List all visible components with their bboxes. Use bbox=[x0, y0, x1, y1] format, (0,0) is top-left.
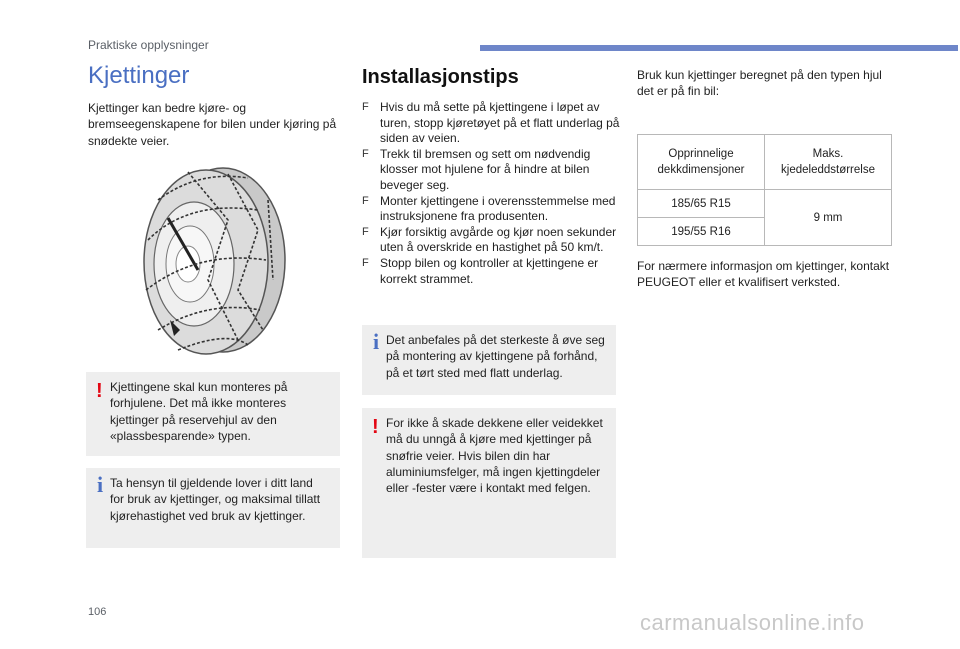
watermark: carmanualsonline.info bbox=[640, 610, 865, 635]
info-icon: i bbox=[97, 472, 104, 497]
warning-note bbox=[362, 408, 616, 558]
intro-text: Kjettinger kan bedre kjøre- og bremseegenskapene for bilen under kjøring på snødekte veier. bbox=[88, 101, 337, 148]
header-accent-bar bbox=[480, 45, 958, 51]
right-outro-text: For nærmere informasjon om kjettinger, kontakt PEUGEOT eller et kvalifisert verksted. bbox=[637, 259, 890, 290]
chain-size-table bbox=[637, 134, 892, 246]
list-item: F Hvis du må sette på kjettingene i løpet av turen, stopp kjøretøyet på et flatt underlag på siden av veien. bbox=[362, 100, 620, 146]
bullet-icon: F bbox=[362, 147, 369, 160]
table-cell: 185/65 R15 bbox=[638, 190, 765, 218]
right-intro-text: Bruk kun kjettinger beregnet på den typen hjul det er på fin bil: bbox=[637, 68, 882, 99]
bullet-icon: F bbox=[362, 101, 369, 113]
table-header: Opprinnelige dekkdimensjoner bbox=[638, 135, 765, 190]
list-item: F Kjør forsiktig avgårde og kjør noen sekunder uten å overskride en hastighet på 50 km/t. bbox=[362, 224, 617, 255]
list-item: F Stopp bilen og kontroller at kjettingene er korrekt strammet. bbox=[362, 255, 599, 286]
warning-note bbox=[86, 372, 340, 456]
table-header: Maks. kjedeleddstørrelse bbox=[765, 135, 892, 190]
info-note-text: Ta hensyn til gjeldende lover i ditt land for bruk av kjettinger, og maksimal tillatt kjørehastighet ved bruk av kjettinger. bbox=[110, 476, 321, 523]
snow-chain-illustration bbox=[128, 160, 288, 358]
table-cell: 195/55 R16 bbox=[638, 218, 765, 246]
warning-icon: ! bbox=[372, 416, 379, 438]
table-cell-max-size: 9 mm bbox=[765, 190, 892, 246]
tips-list bbox=[362, 100, 620, 287]
info-note bbox=[86, 468, 340, 548]
list-item: F Trekk til bremsen og sett om nødvendig klosser mot hjulene for å hindre at bilen beveger seg. bbox=[362, 146, 591, 192]
page-number: 106 bbox=[88, 606, 107, 618]
info-note bbox=[362, 325, 616, 395]
warning-icon: ! bbox=[96, 380, 103, 402]
section-label: Praktiske opplysninger bbox=[88, 38, 209, 52]
bullet-icon: F bbox=[362, 256, 369, 269]
info-icon: i bbox=[373, 329, 380, 354]
warning-note-text: Kjettingene skal kun monteres på forhjulene. Det må ikke monteres kjettinger på reservehjul av den «plassbesparende» typen. bbox=[110, 380, 288, 443]
page-title: Kjettinger bbox=[88, 62, 190, 89]
list-item: F Monter kjettingene i overensstemmelse med instruksjonene fra produsenten. bbox=[362, 193, 616, 224]
bullet-icon: F bbox=[362, 194, 369, 207]
bullet-icon: F bbox=[362, 225, 369, 238]
warning-note-text: For ikke å skade dekkene eller veidekket må du unngå å kjøre med kjettinger på snøfrie veier. Hvis bilen din har aluminiumsfelger, må ingen kjettingdeler eller -fester være i kontakt med felgen. bbox=[386, 416, 603, 496]
section-title: Installasjonstips bbox=[362, 66, 519, 88]
info-note-text: Det anbefales på det sterkeste å øve seg på montering av kjettingene på forhånd, på et tørt sted med flatt underlag. bbox=[386, 333, 605, 380]
table-row bbox=[638, 190, 892, 218]
